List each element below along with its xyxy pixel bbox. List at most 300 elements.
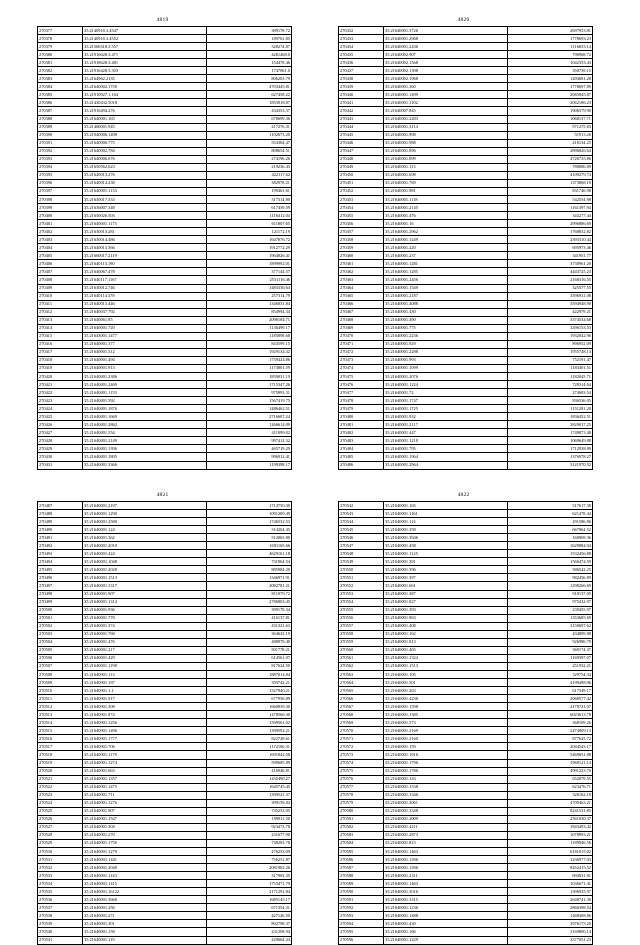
table-row [38,759,292,767]
amount-cell: 343277.44 [508,212,593,220]
code-cell: 35.21640001.1538 [384,783,508,791]
code-cell: 35.21640001.2456 [384,276,508,284]
code-cell: 35.21640001.396 [384,566,508,574]
row-id-cell: 270435 [339,51,384,59]
amount-cell: 1266614.09 [207,421,292,429]
row-id-cell: 270556 [339,614,384,622]
row-id-cell: 270519 [38,759,83,767]
row-id-cell: 270465 [339,292,384,300]
row-id-cell: 270527 [38,823,83,831]
row-id-cell: 270555 [339,606,384,614]
code-cell: 35.21640117.1167 [83,276,207,284]
row-id-cell: 270399 [38,204,83,212]
row-id-cell: 270530 [38,848,83,856]
amount-cell: 1483336.64 [207,284,292,292]
code-cell: 35.21640001.813 [384,638,508,646]
table-row [339,35,593,43]
row-id-cell: 270517 [38,743,83,751]
code-cell: 35.21640001.706 [83,743,207,751]
row-id-cell: 270523 [38,791,83,799]
row-id-cell: 270509 [38,679,83,687]
amount-cell: 1373868.10 [508,179,593,187]
row-id-cell: 270484 [339,445,384,453]
table-row [339,839,593,847]
row-id-cell: 270532 [38,864,83,872]
amount-cell: 359742.21 [207,679,292,687]
amount-cell: 4703445.81 [207,83,292,91]
table-row [38,566,292,574]
amount-cell: 1174801.59 [207,364,292,372]
table-row [38,823,292,831]
code-cell: 35.21640001.4211 [384,823,508,831]
code-cell: 35.21640001.1396 [384,856,508,864]
code-cell: 35.21640001.1.1 [83,687,207,695]
code-cell: 35.21640001.896 [384,147,508,155]
table-row [339,654,593,662]
row-id-cell: 270423 [38,397,83,405]
code-cell: 35.21640001.2049 [83,864,207,872]
amount-cell: 1183401.51 [508,364,593,372]
code-cell: 35.21640001.3348 [384,807,508,815]
table-row [339,566,593,574]
code-cell: 35.21640001.2962 [384,228,508,236]
row-id-cell: 270421 [38,381,83,389]
amount-cell: 501778.21 [207,646,292,654]
code-cell: 35.21640002.1750 [83,83,207,91]
code-cell: 35.21640001.308 [83,703,207,711]
code-cell: 35.21640001.4088 [384,300,508,308]
row-id-cell: 270432 [339,27,384,35]
amount-cell: 1912772.29 [207,244,292,252]
code-cell: 35.21640001.1777 [83,735,207,743]
table-row [339,187,593,195]
code-cell: 35.21640001.465 [384,646,508,654]
row-id-cell: 270498 [38,590,83,598]
table-row [38,614,292,622]
row-id-cell: 270407 [38,268,83,276]
amount-cell: 617549.17 [508,687,593,695]
panel-title: 4821 [156,492,169,498]
amount-cell: 2044543.17 [508,743,593,751]
amount-cell: 1102673.20 [207,131,292,139]
code-cell: 35.21640001.917 [83,695,207,703]
table-row [339,727,593,735]
table-row [339,518,593,526]
amount-cell: 3596931.08 [508,292,593,300]
code-cell: 35.21640001.554 [83,429,207,437]
row-id-cell: 270582 [339,823,384,831]
row-id-cell: 270398 [38,195,83,203]
row-id-cell: 270451 [339,179,384,187]
table-row [339,920,593,928]
code-cell: 35.21640001.113 [83,670,207,678]
amount-cell: 399159.84 [207,799,292,807]
row-id-cell: 270581 [339,815,384,823]
amount-cell: 2531116.46 [207,276,292,284]
row-id-cell: 270481 [339,421,384,429]
row-id-cell: 270401 [38,220,83,228]
code-cell: 35.21640001.993 [384,356,508,364]
row-id-cell: 270570 [339,727,384,735]
row-id-cell: 270447 [339,147,384,155]
table-row [38,767,292,775]
amount-cell: 695973.46 [508,244,593,252]
table-row [339,268,593,276]
table-row [38,888,292,896]
amount-cell: 3730961.20 [508,260,593,268]
amount-cell: 1116653.14 [508,43,593,51]
amount-cell: 1478566.30 [207,711,292,719]
table-row [339,872,593,880]
row-id-cell: 270405 [38,252,83,260]
code-cell: 35.21640001.1276 [83,799,207,807]
row-id-cell: 270510 [38,687,83,695]
amount-cell: 364623.19 [207,630,292,638]
row-id-cell: 270583 [339,831,384,839]
row-id-cell: 270505 [38,646,83,654]
row-id-cell: 270445 [339,131,384,139]
row-id-cell: 270593 [339,912,384,920]
row-id-cell: 270400 [38,212,83,220]
table-row [339,123,593,131]
amount-cell: 422979.21 [508,308,593,316]
row-id-cell: 270430 [38,453,83,461]
code-cell: 35.21640114.378 [83,292,207,300]
row-id-cell: 270585 [339,848,384,856]
row-id-cell: 270424 [38,405,83,413]
amount-cell: 6023613.78 [508,711,593,719]
row-id-cell: 270471 [339,340,384,348]
row-id-cell: 270478 [339,397,384,405]
table-row [38,502,292,510]
row-id-cell: 270558 [339,630,384,638]
row-id-cell: 270568 [339,711,384,719]
code-cell: 35.21640001.124 [83,526,207,534]
table-row [339,936,593,944]
code-cell: 35.21640001.1488 [384,912,508,920]
amount-cell: 2716687.24 [207,413,292,421]
code-cell: 35.21640001.1513 [83,574,207,582]
table-row [339,284,593,292]
table-row [339,139,593,147]
amount-cell: 2896826.64 [508,147,593,155]
code-cell: 35.21640001.2117 [384,421,508,429]
table-row [38,622,292,630]
amount-cell: 317902.35 [207,872,292,880]
amount-cell: 971275.83 [508,123,593,131]
code-cell: 35.21640001.458 [384,542,508,550]
data-table [338,501,593,945]
code-cell: 35.21640001.1876 [83,405,207,413]
amount-cell: 1712938.89 [508,445,593,453]
amount-cell: 802798.37 [207,920,292,928]
amount-cell: 694031.91 [508,872,593,880]
amount-cell: 748203.78 [207,839,292,847]
table-row [339,606,593,614]
table-row [339,260,593,268]
amount-cell: 1746532.53 [207,518,292,526]
table-row [38,558,292,566]
amount-cell: 1645745.45 [207,783,292,791]
amount-cell: 1036671.41 [508,880,593,888]
row-id-cell: 270588 [339,872,384,880]
table-row [339,719,593,727]
amount-cell: 488979.40 [207,638,292,646]
code-cell: 35.21640001.113 [384,163,508,171]
code-cell: 35.21640001.424 [83,550,207,558]
row-id-cell: 270434 [339,43,384,51]
table-row [38,115,292,123]
amount-cell: 1486462.51 [207,405,292,413]
code-cell: 35.21640001.1281 [384,260,508,268]
row-id-cell: 270552 [339,582,384,590]
amount-cell: 231677.90 [207,831,292,839]
code-cell: 35.21916628.3.471 [83,51,207,59]
code-cell: 35.21640001.1463 [384,848,508,856]
code-cell: 35.21640002.1398 [384,67,508,75]
code-cell: 35.21640001.393 [384,606,508,614]
table-row [38,743,292,751]
code-cell: 35.21640001.913 [83,364,207,372]
table-row [339,252,593,260]
table-row [38,123,292,131]
table-row [38,839,292,847]
amount-cell: 2697953.81 [508,27,593,35]
amount-cell: 4261468.0 [207,51,292,59]
amount-cell: 4629161.18 [207,550,292,558]
table-row [339,99,593,107]
code-cell: 35.21910927.1.164 [83,91,207,99]
table-row [339,815,593,823]
row-id-cell: 270418 [38,356,83,364]
code-cell: 35.21640001.501 [384,679,508,687]
code-cell: 35.21640001.963 [384,614,508,622]
table-row [339,912,593,920]
amount-cell: 350739.15 [508,67,593,75]
table-row [339,799,593,807]
row-id-cell: 270577 [339,783,384,791]
table-row [339,147,593,155]
code-cell: 35.21640001.1499 [384,91,508,99]
amount-cell: 1116412.04 [207,212,292,220]
row-id-cell: 270403 [38,236,83,244]
code-cell: 35.21640001.304 [83,823,207,831]
table-row [38,896,292,904]
code-cell: 35.21640006.775 [83,139,207,147]
table-row [38,864,292,872]
row-id-cell: 270412 [38,308,83,316]
amount-cell: 996912.41 [207,453,292,461]
table-row [38,904,292,912]
table-row [339,695,593,703]
code-cell: 35.21640001.1224 [384,381,508,389]
code-cell: 35.21640001.3660 [83,896,207,904]
table-row [38,703,292,711]
code-cell: 35.21640001.3016 [384,888,508,896]
code-cell: 35.21460001.945 [83,123,207,131]
row-id-cell: 270492 [38,542,83,550]
code-cell: 35.21640001.217 [83,646,207,654]
row-id-cell: 270427 [38,429,83,437]
table-row [38,147,292,155]
code-cell: 35.21640001.2436 [384,43,508,51]
table-row [339,324,593,332]
code-cell: 35.21640001.220 [384,244,508,252]
table-row [38,775,292,783]
code-cell: 35.21640014.238 [83,179,207,187]
amount-cell: 1955748.13 [508,348,593,356]
table-row [339,453,593,461]
amount-cell: 1396935.97 [508,888,593,896]
code-cell: 35.21640001.1314 [83,598,207,606]
table-row [339,526,593,534]
amount-cell: 326162.18 [508,791,593,799]
row-id-cell: 270554 [339,598,384,606]
amount-cell: 1346971.91 [207,574,292,582]
amount-cell: 2648741.36 [508,896,593,904]
amount-cell: 2062186.23 [508,99,593,107]
row-id-cell: 270518 [38,751,83,759]
table-row [38,687,292,695]
amount-cell: 8452415.52 [508,864,593,872]
table-row [38,155,292,163]
code-cell: 35.21640002.784 [83,147,207,155]
code-cell: 35.21640001.1153 [83,389,207,397]
table-row [38,381,292,389]
row-id-cell: 270391 [38,139,83,147]
row-id-cell: 270539 [38,920,83,928]
row-id-cell: 270390 [38,131,83,139]
table-row [339,848,593,856]
code-cell: 35.21640001.3317 [83,582,207,590]
amount-cell: 2866398.54 [508,904,593,912]
amount-cell: 399178.34 [207,606,292,614]
table-row [38,928,292,936]
table-row [38,534,292,542]
row-id-cell: 270576 [339,775,384,783]
row-id-cell: 270396 [38,179,83,187]
table-row [339,212,593,220]
code-cell: 35.21640001.360 [384,83,508,91]
table-row [339,163,593,171]
table-row [339,51,593,59]
amount-cell: 3377051.23 [508,936,593,944]
code-cell: 35.21640001.1161 [384,510,508,518]
code-cell: 35.21640001.1396 [83,445,207,453]
row-id-cell: 270461 [339,260,384,268]
code-cell: 35.21640001.1463 [384,880,508,888]
code-cell: 35.21640001.490 [384,316,508,324]
table-row [339,904,593,912]
code-cell: 35.21630014.486 [83,236,207,244]
row-id-cell: 270513 [38,711,83,719]
code-cell: 35.21640001.358 [384,526,508,534]
amount-cell: 3976175.20 [508,920,593,928]
code-cell: 35.21640001.2386 [83,373,207,381]
amount-cell: 328274.87 [207,43,292,51]
code-cell: 35.21640001.2187 [384,292,508,300]
code-cell: 35.21640001.2028 [83,566,207,574]
row-id-cell: 270536 [38,896,83,904]
code-cell: 35.21640001.1805 [83,453,207,461]
code-cell: 35.21640001.1099 [384,364,508,372]
code-cell: 35.21640001.988 [384,139,508,147]
code-cell: 35.21640001.3946 [384,534,508,542]
table-row [38,107,292,115]
row-id-cell: 270437 [339,67,384,75]
table-row [38,324,292,332]
table-row [38,791,292,799]
table-row [339,461,593,469]
code-cell: 35.21640001.2197 [83,502,207,510]
amount-cell: 806203.79 [207,75,292,83]
code-cell: 35.21640001.1249 [384,236,508,244]
code-cell: 35.21640001.1496 [83,727,207,735]
table-row [38,815,292,823]
code-cell: 35.21640001.1786 [384,767,508,775]
code-cell: 35.21640001.1346 [384,791,508,799]
table-row [339,662,593,670]
row-id-cell: 270561 [339,654,384,662]
code-cell: 35.21636007.348 [83,204,207,212]
amount-cell: 317314.80 [207,195,292,203]
row-id-cell: 270483 [339,437,384,445]
amount-cell: 5469651.88 [508,751,593,759]
amount-cell: 369174.37 [508,646,593,654]
row-id-cell: 270533 [38,872,83,880]
amount-cell: 745253.05 [207,807,292,815]
row-id-cell: 270389 [38,123,83,131]
row-id-cell: 270428 [38,437,83,445]
amount-cell: 756251.87 [207,856,292,864]
table-row [339,373,593,381]
table-row [38,59,292,67]
table-row [339,228,593,236]
code-cell: 35.21640001.3114 [384,123,508,131]
table-row [38,268,292,276]
row-id-cell: 270467 [339,308,384,316]
row-id-cell: 270528 [38,831,83,839]
table-row [339,791,593,799]
row-id-cell: 270383 [38,75,83,83]
amount-cell: 627458.22 [207,91,292,99]
code-cell: 35.21640013.566 [83,244,207,252]
amount-cell: 1899992.01 [207,260,292,268]
amount-cell: 811079.72 [207,590,292,598]
amount-cell: 731964.54 [207,558,292,566]
amount-cell: 2393310.44 [508,236,593,244]
amount-cell: 877625.72 [508,735,593,743]
amount-cell: 1859031.19 [207,373,292,381]
table-row [339,590,593,598]
table-row [38,711,292,719]
table-row [38,340,292,348]
row-id-cell: 270393 [38,155,83,163]
code-cell: 35.21640001.981 [384,187,508,195]
table-row [38,807,292,815]
amount-cell: 1647876.72 [207,236,292,244]
code-cell: 35.21640001.663 [83,767,207,775]
code-cell: 35.21640001.1118 [384,195,508,203]
table-row [339,236,593,244]
code-cell: 35.21640001.3366 [83,461,207,469]
row-id-cell: 270386 [38,99,83,107]
code-cell: 35.21640001.1475 [83,783,207,791]
amount-cell: 465719.29 [207,445,292,453]
table-row [339,220,593,228]
table-row [38,316,292,324]
table-row [339,75,593,83]
